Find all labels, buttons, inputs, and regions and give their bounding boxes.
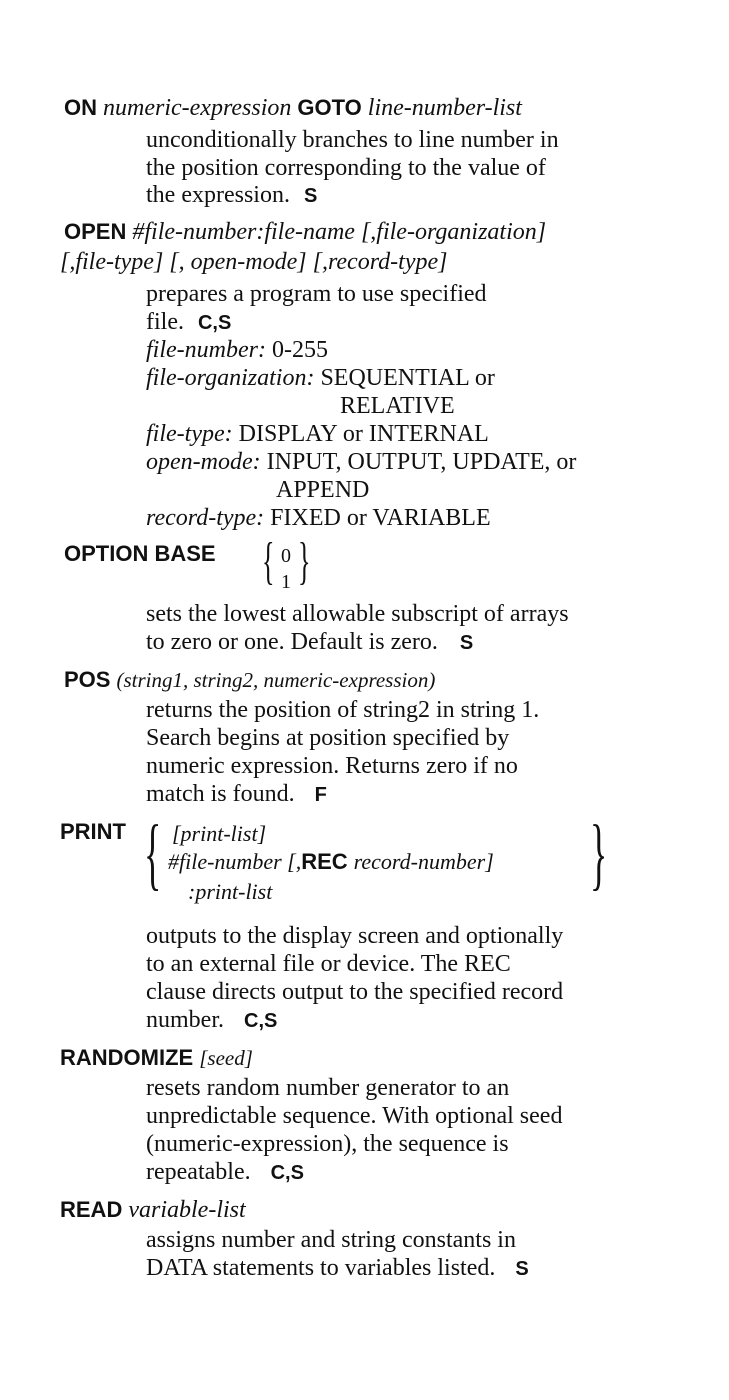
syntax: (string1, string2, numeric-expression) xyxy=(116,668,436,692)
param-line xyxy=(146,448,576,476)
description-line: Search begins at position specified by xyxy=(146,725,510,751)
description-line: assigns number and string constants in xyxy=(146,1227,516,1253)
description-line: to zero or one. Default is zero. S xyxy=(146,629,474,655)
keyword: PRINT xyxy=(60,819,126,844)
statement-type-code: F xyxy=(314,784,327,806)
statement-type-code: C,S xyxy=(244,1010,278,1032)
right-brace: } xyxy=(590,810,608,898)
description-line: the position corresponding to the value of xyxy=(146,155,546,181)
param-line xyxy=(146,336,328,364)
entry-heading xyxy=(60,818,126,846)
param-line xyxy=(146,364,495,392)
keyword: ON xyxy=(64,95,97,120)
keyword: REC xyxy=(301,849,348,874)
entry-heading xyxy=(64,94,522,122)
statement-type-code: S xyxy=(459,632,474,654)
option-value: 0 xyxy=(281,545,291,567)
syntax: numeric-expression xyxy=(103,95,292,121)
param-name: file-type: xyxy=(146,421,233,447)
description-line: file. C,S xyxy=(146,309,232,335)
statement-type-code: S xyxy=(515,1258,529,1280)
description-line: match is found. F xyxy=(146,781,327,807)
description-line: repeatable. C,S xyxy=(146,1159,304,1185)
description-line: to an external file or device. The REC xyxy=(146,951,511,977)
description-line: sets the lowest allowable subscript of arrays xyxy=(146,601,569,627)
param-line xyxy=(146,504,491,532)
description-line: clause directs output to the specified record xyxy=(146,979,564,1005)
syntax: line-number-list xyxy=(367,95,522,121)
param-name: file-number: xyxy=(146,337,266,363)
statement-type-code: S xyxy=(303,185,318,207)
left-brace: { xyxy=(262,533,275,590)
print-form: [print-list] xyxy=(172,821,267,846)
entry-heading xyxy=(60,1196,246,1224)
param-value-continuation: RELATIVE xyxy=(340,393,455,419)
syntax-continuation: [,file-type] [, open-mode] [,record-type] xyxy=(60,249,448,275)
entry-heading xyxy=(64,540,216,568)
param-name: open-mode: xyxy=(146,449,261,475)
keyword: OPTION BASE xyxy=(64,541,216,566)
statement-type-code: C,S xyxy=(197,312,232,334)
print-form: #file-number [,REC record-number] xyxy=(168,849,494,874)
param-name: record-type: xyxy=(146,505,265,531)
description-line: the expression. S xyxy=(146,182,318,208)
keyword: RANDOMIZE xyxy=(60,1045,194,1070)
statement-type-code: C,S xyxy=(270,1162,304,1184)
print-form: :print-list xyxy=(188,879,273,904)
param-line xyxy=(146,420,489,448)
description-line: DATA statements to variables listed. S xyxy=(146,1255,529,1281)
description-line: numeric expression. Returns zero if no xyxy=(146,753,518,779)
syntax: #file-number:file-name [,file-organization] xyxy=(132,219,547,245)
description-line: prepares a program to use specified xyxy=(146,281,487,307)
param-value: INPUT, OUTPUT, UPDATE, or xyxy=(266,449,577,475)
param-value: 0-255 xyxy=(271,337,328,363)
description-line: returns the position of string2 in string 1. xyxy=(146,697,540,723)
entry-heading xyxy=(64,218,546,246)
keyword: READ xyxy=(60,1197,123,1222)
param-value: FIXED or VARIABLE xyxy=(270,505,491,531)
syntax: variable-list xyxy=(128,1197,246,1223)
description-line: unpredictable sequence. With optional seed xyxy=(146,1103,563,1129)
option-value: 1 xyxy=(281,571,291,593)
keyword: OPEN xyxy=(64,219,127,244)
description-line: resets random number generator to an xyxy=(146,1075,510,1101)
description-line: outputs to the display screen and optionally xyxy=(146,923,564,949)
param-value: SEQUENTIAL or xyxy=(320,365,495,391)
keyword: POS xyxy=(64,667,111,692)
param-value: DISPLAY or INTERNAL xyxy=(238,421,489,447)
entry-heading xyxy=(60,1044,253,1072)
description-line: (numeric-expression), the sequence is xyxy=(146,1131,509,1157)
description-line: unconditionally branches to line number in xyxy=(146,127,559,153)
syntax: [seed] xyxy=(199,1046,253,1070)
left-brace: { xyxy=(144,810,162,898)
param-value-continuation: APPEND xyxy=(276,477,370,503)
param-name: file-organization: xyxy=(146,365,315,391)
keyword: GOTO xyxy=(297,95,362,120)
right-brace: } xyxy=(298,533,311,590)
description-line: number. C,S xyxy=(146,1007,278,1033)
entry-heading xyxy=(64,666,435,694)
